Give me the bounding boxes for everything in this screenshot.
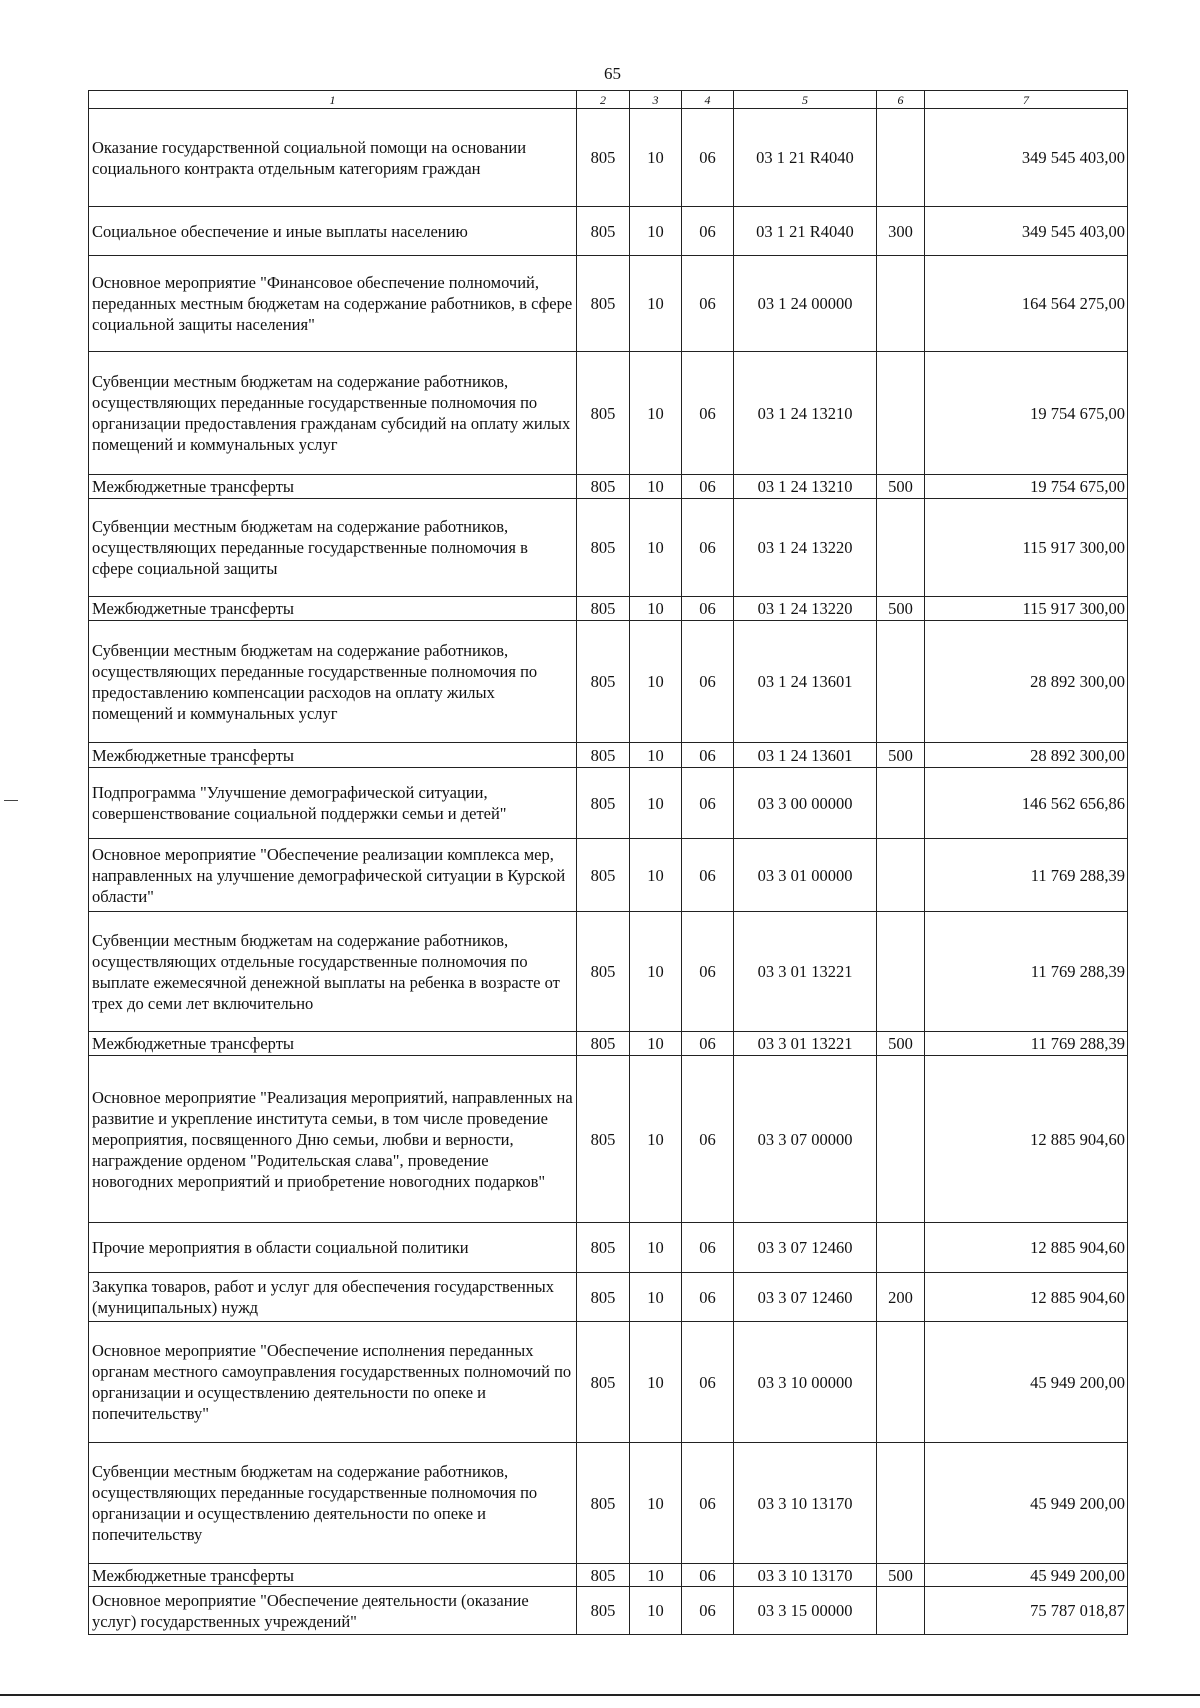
row-subsection-code: 06 xyxy=(682,743,734,768)
row-expense-type xyxy=(877,1443,925,1564)
column-header: 3 xyxy=(630,91,682,109)
row-expense-type xyxy=(877,499,925,597)
row-target-code: 03 3 01 00000 xyxy=(734,839,877,912)
row-target-code: 03 1 24 13210 xyxy=(734,475,877,499)
table-row xyxy=(89,1443,1128,1564)
row-expense-type: 300 xyxy=(877,207,925,256)
row-expense-type: 500 xyxy=(877,475,925,499)
row-amount: 11 769 288,39 xyxy=(925,912,1128,1032)
row-ministry-code: 805 xyxy=(577,256,630,352)
row-name: Основное мероприятие "Обеспечение деятельности (оказание услуг) государственных учреждений" xyxy=(89,1587,577,1635)
row-target-code: 03 3 10 13170 xyxy=(734,1443,877,1564)
row-expense-type xyxy=(877,621,925,743)
row-expense-type: 500 xyxy=(877,1032,925,1056)
table-row xyxy=(89,768,1128,839)
row-name: Основное мероприятие "Обеспечение реализации комплекса мер, направленных на улучшение демографической ситуации в Курской области" xyxy=(89,839,577,912)
row-target-code: 03 1 24 13220 xyxy=(734,499,877,597)
row-expense-type xyxy=(877,1223,925,1273)
row-name: Основное мероприятие "Реализация мероприятий, направленных на развитие и укрепление института семьи, в том числе проведение мероприятия, посвященного Дню семьи, любви и верности, награждение орденом "Родительская слава", проведение новогодних мероприятий и приобретение новогодних подарков" xyxy=(89,1056,577,1223)
row-ministry-code: 805 xyxy=(577,499,630,597)
row-expense-type xyxy=(877,1056,925,1223)
row-section-code: 10 xyxy=(630,597,682,621)
row-ministry-code: 805 xyxy=(577,768,630,839)
row-subsection-code: 06 xyxy=(682,109,734,207)
row-amount: 19 754 675,00 xyxy=(925,352,1128,475)
row-amount: 45 949 200,00 xyxy=(925,1322,1128,1443)
table-row xyxy=(89,839,1128,912)
column-header: 5 xyxy=(734,91,877,109)
row-section-code: 10 xyxy=(630,1587,682,1635)
row-target-code: 03 3 01 13221 xyxy=(734,1032,877,1056)
row-name: Субвенции местным бюджетам на содержание работников, осуществляющих переданные государственные полномочия в сфере социальной защиты xyxy=(89,499,577,597)
column-header: 7 xyxy=(925,91,1128,109)
table-row xyxy=(89,1564,1128,1587)
column-header: 4 xyxy=(682,91,734,109)
row-name: Субвенции местным бюджетам на содержание работников, осуществляющих переданные государственные полномочия по организации и осуществлению деятельности по опеке и попечительству xyxy=(89,1443,577,1564)
row-name: Подпрограмма "Улучшение демографической ситуации, совершенствование социальной поддержки семьи и детей" xyxy=(89,768,577,839)
row-expense-type xyxy=(877,1587,925,1635)
row-ministry-code: 805 xyxy=(577,1322,630,1443)
row-target-code: 03 3 07 00000 xyxy=(734,1056,877,1223)
row-expense-type: 500 xyxy=(877,743,925,768)
row-expense-type: 200 xyxy=(877,1273,925,1322)
row-name: Субвенции местным бюджетам на содержание работников, осуществляющих отдельные государственные полномочия по выплате ежемесячной денежной выплаты на ребенка в возрасте от трех до семи лет включительно xyxy=(89,912,577,1032)
row-name: Прочие мероприятия в области социальной политики xyxy=(89,1223,577,1273)
row-name: Субвенции местным бюджетам на содержание работников, осуществляющих переданные государственные полномочия по предоставлению компенсации расходов на оплату жилых помещений и коммунальных услуг xyxy=(89,621,577,743)
row-ministry-code: 805 xyxy=(577,475,630,499)
row-section-code: 10 xyxy=(630,475,682,499)
row-section-code: 10 xyxy=(630,743,682,768)
table-row xyxy=(89,1322,1128,1443)
row-target-code: 03 1 24 13601 xyxy=(734,621,877,743)
table-row xyxy=(89,1587,1128,1635)
table-row xyxy=(89,743,1128,768)
table-row xyxy=(89,109,1128,207)
row-amount: 349 545 403,00 xyxy=(925,207,1128,256)
row-section-code: 10 xyxy=(630,1273,682,1322)
row-target-code: 03 3 10 00000 xyxy=(734,1322,877,1443)
scan-margin-mark xyxy=(4,800,18,801)
row-subsection-code: 06 xyxy=(682,597,734,621)
row-name: Оказание государственной социальной помощи на основании социального контракта отдельным категориям граждан xyxy=(89,109,577,207)
row-target-code: 03 3 00 00000 xyxy=(734,768,877,839)
row-ministry-code: 805 xyxy=(577,1056,630,1223)
row-amount: 28 892 300,00 xyxy=(925,621,1128,743)
row-name: Межбюджетные трансферты xyxy=(89,1032,577,1056)
row-expense-type: 500 xyxy=(877,1564,925,1587)
row-amount: 115 917 300,00 xyxy=(925,499,1128,597)
table-row xyxy=(89,207,1128,256)
row-name: Межбюджетные трансферты xyxy=(89,743,577,768)
row-subsection-code: 06 xyxy=(682,1443,734,1564)
page-number: 65 xyxy=(604,64,621,83)
row-section-code: 10 xyxy=(630,621,682,743)
row-amount: 12 885 904,60 xyxy=(925,1223,1128,1273)
row-expense-type xyxy=(877,912,925,1032)
row-amount: 75 787 018,87 xyxy=(925,1587,1128,1635)
row-ministry-code: 805 xyxy=(577,1443,630,1564)
table-row xyxy=(89,499,1128,597)
row-expense-type xyxy=(877,839,925,912)
row-section-code: 10 xyxy=(630,352,682,475)
row-name: Основное мероприятие "Обеспечение исполнения переданных органам местного самоуправления государственных полномочий по организации и осуществлению деятельности по опеке и попечительству" xyxy=(89,1322,577,1443)
row-section-code: 10 xyxy=(630,839,682,912)
row-name: Субвенции местным бюджетам на содержание работников, осуществляющих переданные государственные полномочия по организации предоставления гражданам субсидий на оплату жилых помещений и коммунальных услуг xyxy=(89,352,577,475)
table-row xyxy=(89,352,1128,475)
row-expense-type xyxy=(877,352,925,475)
row-subsection-code: 06 xyxy=(682,768,734,839)
row-section-code: 10 xyxy=(630,1322,682,1443)
table-row xyxy=(89,1056,1128,1223)
row-ministry-code: 805 xyxy=(577,352,630,475)
table-row xyxy=(89,1223,1128,1273)
row-ministry-code: 805 xyxy=(577,109,630,207)
row-subsection-code: 06 xyxy=(682,1056,734,1223)
row-target-code: 03 3 01 13221 xyxy=(734,912,877,1032)
row-amount: 12 885 904,60 xyxy=(925,1056,1128,1223)
row-subsection-code: 06 xyxy=(682,475,734,499)
row-amount: 45 949 200,00 xyxy=(925,1564,1128,1587)
row-amount: 28 892 300,00 xyxy=(925,743,1128,768)
row-amount: 164 564 275,00 xyxy=(925,256,1128,352)
row-ministry-code: 805 xyxy=(577,1032,630,1056)
row-subsection-code: 06 xyxy=(682,207,734,256)
row-ministry-code: 805 xyxy=(577,1273,630,1322)
row-section-code: 10 xyxy=(630,1223,682,1273)
row-expense-type: 500 xyxy=(877,597,925,621)
row-subsection-code: 06 xyxy=(682,352,734,475)
row-expense-type xyxy=(877,1322,925,1443)
row-subsection-code: 06 xyxy=(682,912,734,1032)
table-row xyxy=(89,1032,1128,1056)
table-header-row xyxy=(89,91,1128,109)
row-ministry-code: 805 xyxy=(577,597,630,621)
row-amount: 11 769 288,39 xyxy=(925,839,1128,912)
table-row xyxy=(89,1273,1128,1322)
row-name: Закупка товаров, работ и услуг для обеспечения государственных (муниципальных) нужд xyxy=(89,1273,577,1322)
row-subsection-code: 06 xyxy=(682,1273,734,1322)
row-name: Основное мероприятие "Финансовое обеспечение полномочий, переданных местным бюджетам на содержание работников, в сфере социальной защиты населения" xyxy=(89,256,577,352)
row-section-code: 10 xyxy=(630,109,682,207)
row-expense-type xyxy=(877,109,925,207)
row-target-code: 03 1 21 R4040 xyxy=(734,207,877,256)
budget-table xyxy=(88,90,1128,1635)
row-ministry-code: 805 xyxy=(577,743,630,768)
row-target-code: 03 3 15 00000 xyxy=(734,1587,877,1635)
column-header: 2 xyxy=(577,91,630,109)
row-section-code: 10 xyxy=(630,912,682,1032)
row-name: Социальное обеспечение и иные выплаты населению xyxy=(89,207,577,256)
row-target-code: 03 3 10 13170 xyxy=(734,1564,877,1587)
row-target-code: 03 1 24 00000 xyxy=(734,256,877,352)
row-section-code: 10 xyxy=(630,207,682,256)
row-section-code: 10 xyxy=(630,1564,682,1587)
row-subsection-code: 06 xyxy=(682,1564,734,1587)
row-name: Межбюджетные трансферты xyxy=(89,597,577,621)
row-expense-type xyxy=(877,768,925,839)
row-subsection-code: 06 xyxy=(682,256,734,352)
scan-bottom-edge xyxy=(0,1694,1200,1696)
row-ministry-code: 805 xyxy=(577,1564,630,1587)
row-name: Межбюджетные трансферты xyxy=(89,475,577,499)
row-amount: 45 949 200,00 xyxy=(925,1443,1128,1564)
row-subsection-code: 06 xyxy=(682,1587,734,1635)
row-section-code: 10 xyxy=(630,768,682,839)
row-ministry-code: 805 xyxy=(577,1223,630,1273)
row-name: Межбюджетные трансферты xyxy=(89,1564,577,1587)
table-row xyxy=(89,621,1128,743)
table-row xyxy=(89,475,1128,499)
row-target-code: 03 1 24 13210 xyxy=(734,352,877,475)
row-subsection-code: 06 xyxy=(682,1223,734,1273)
row-ministry-code: 805 xyxy=(577,912,630,1032)
row-section-code: 10 xyxy=(630,1056,682,1223)
row-amount: 115 917 300,00 xyxy=(925,597,1128,621)
column-header: 1 xyxy=(89,91,577,109)
table-row xyxy=(89,912,1128,1032)
column-header: 6 xyxy=(877,91,925,109)
table-row xyxy=(89,597,1128,621)
row-expense-type xyxy=(877,256,925,352)
row-section-code: 10 xyxy=(630,256,682,352)
row-subsection-code: 06 xyxy=(682,1322,734,1443)
row-subsection-code: 06 xyxy=(682,839,734,912)
row-amount: 11 769 288,39 xyxy=(925,1032,1128,1056)
row-subsection-code: 06 xyxy=(682,499,734,597)
row-target-code: 03 1 24 13601 xyxy=(734,743,877,768)
row-target-code: 03 3 07 12460 xyxy=(734,1273,877,1322)
row-section-code: 10 xyxy=(630,1032,682,1056)
row-ministry-code: 805 xyxy=(577,621,630,743)
row-section-code: 10 xyxy=(630,1443,682,1564)
row-section-code: 10 xyxy=(630,499,682,597)
row-ministry-code: 805 xyxy=(577,839,630,912)
row-amount: 349 545 403,00 xyxy=(925,109,1128,207)
table-row xyxy=(89,256,1128,352)
row-target-code: 03 1 21 R4040 xyxy=(734,109,877,207)
row-subsection-code: 06 xyxy=(682,1032,734,1056)
row-amount: 146 562 656,86 xyxy=(925,768,1128,839)
row-ministry-code: 805 xyxy=(577,207,630,256)
row-amount: 12 885 904,60 xyxy=(925,1273,1128,1322)
row-ministry-code: 805 xyxy=(577,1587,630,1635)
row-amount: 19 754 675,00 xyxy=(925,475,1128,499)
row-subsection-code: 06 xyxy=(682,621,734,743)
row-target-code: 03 3 07 12460 xyxy=(734,1223,877,1273)
row-target-code: 03 1 24 13220 xyxy=(734,597,877,621)
